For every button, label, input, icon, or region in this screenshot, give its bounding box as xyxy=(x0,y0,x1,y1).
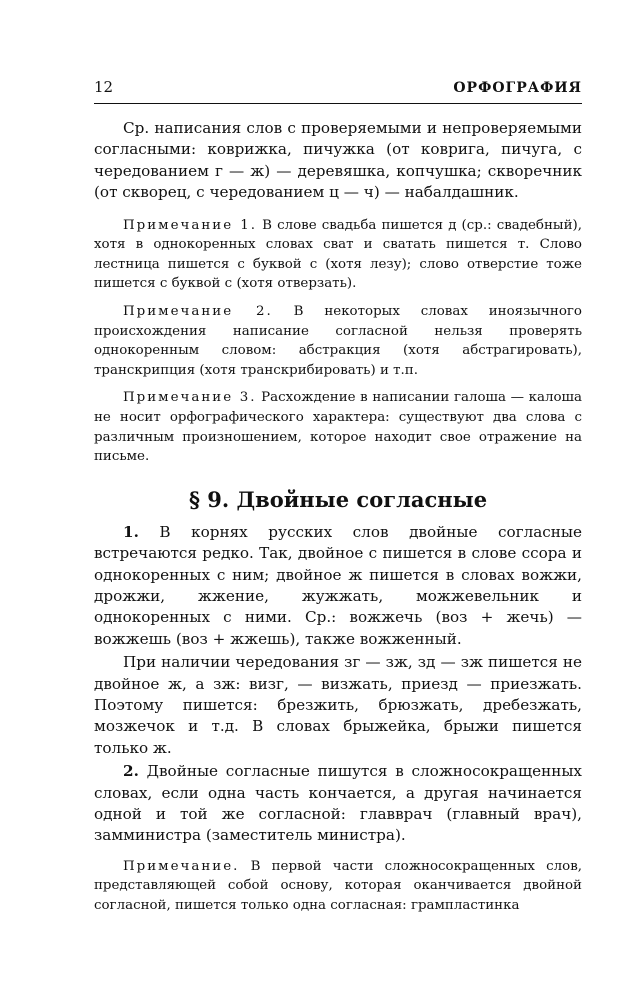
section-paragraph-3 xyxy=(94,761,582,847)
note-label: Примечание 1. xyxy=(123,217,258,233)
paragraph-text: При наличии чередования зг — зж, зд — зж пишется не двойное ж, а зж: визг, — визжать, приезд — приезжать. Поэтому пишется: брезжить, брюзжать, дребезжать, мозжечок и т.д. В словах брыжейка, брыжи пишется только ж. xyxy=(94,653,582,757)
note-text: В некоторых словах иноязычного происхождения написание согласной нельзя проверять однокоренным словом: абстракция (хотя абстрагировать), транскрипция (хотя транскрибировать) и т.п. xyxy=(94,304,582,378)
paragraph-text: Двойные согласные пишутся в сложносокращенных словах, если одна часть кончается, а другая начинается одной и той же согласной: главврач (главный врач), замминистра (заместитель министра). xyxy=(94,762,582,845)
note-text: В первой части сложносокращенных слов, представляющей собой основу, которая оканчивается двойной согласной, пишется только одна согласная: грампластинка xyxy=(94,858,582,914)
note-text: Расхождение в написании галоша — калоша не носит орфографического характера: существуют два слова с различным произношением, которое находит свое отражение на письме. xyxy=(94,390,582,465)
paragraph-text: В корнях русских слов двойные согласные встречаются редко. Так, двойное с пишется в слове ссора и однокоренных с ним; двойное ж пишется в словах вожжи, дрожжи, жжение, жужжать, можжевельник и однокоренных с ними. Ср.: вожжечь (воз + жечь) — вожжешь (воз + жжешь), также вожженный. xyxy=(94,522,582,648)
section-paragraph-2 xyxy=(94,652,582,759)
section-paragraph-1 xyxy=(94,522,582,650)
note-3 xyxy=(94,388,582,466)
note-text: В слове свадьба пишется д (ср.: свадебный), хотя в однокоренных словах сват и сватать пишется т. Слово лестница пишется с буквой с (хотя лезу); слово отверстие тоже пишется с буквой с (хотя отверзать). xyxy=(94,217,582,292)
note-label: Примечание. xyxy=(123,858,240,874)
section-note xyxy=(94,857,582,916)
running-title: ОРФОГРАФИЯ xyxy=(453,80,582,96)
paragraph-number: 2. xyxy=(123,762,139,781)
section-title: § 9. Двойные согласные xyxy=(188,486,488,512)
intro-paragraph: Ср. написания слов с проверяемыми и непроверяемыми согласными: коврижка, пичужка (от коврига, пичуга, с чередованием г — ж) — деревяшка, копчушка; скворечник (от скворец, с чередованием ц — ч) — набалдашник. xyxy=(94,119,582,202)
page-header xyxy=(94,78,582,104)
note-label: Примечание 3. xyxy=(123,390,257,406)
page-number: 12 xyxy=(94,78,114,96)
book-page xyxy=(94,78,582,916)
note-1 xyxy=(94,216,582,294)
paragraph-number: 1. xyxy=(123,522,139,541)
note-label: Примечание 2. xyxy=(123,304,273,319)
note-2 xyxy=(94,302,582,380)
